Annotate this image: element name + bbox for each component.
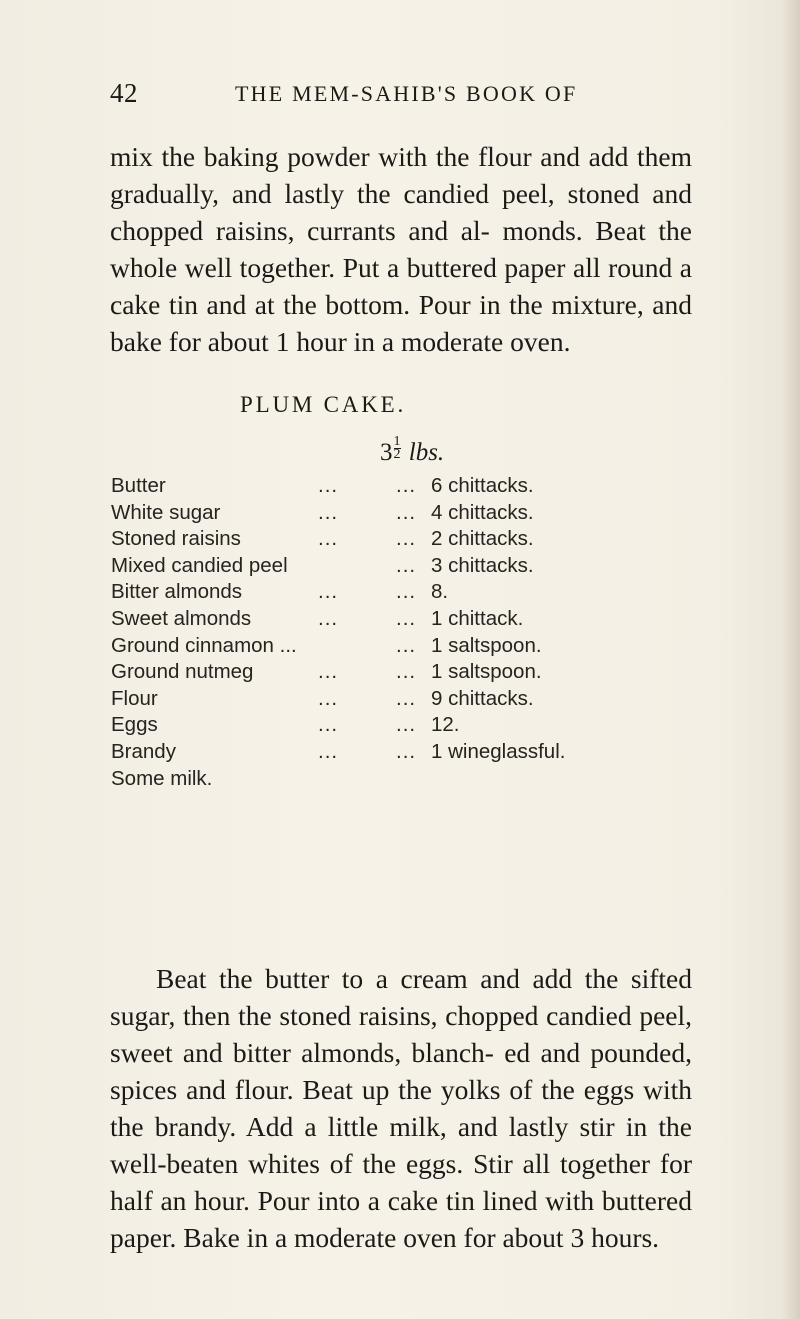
- weight-whole: 3: [380, 439, 393, 466]
- leader-dots: ...: [318, 739, 339, 763]
- leader-dots: ...: [396, 553, 417, 577]
- leader-dots: ...: [396, 527, 417, 551]
- leader-dots: ...: [318, 606, 339, 630]
- ingredient-row: [111, 712, 701, 739]
- method-paragraph: [110, 960, 692, 1256]
- ingredient-quantity: 2 chittacks.: [431, 527, 534, 551]
- ingredient-row: [111, 766, 701, 793]
- ingredient-row: [111, 553, 701, 580]
- leader-dots: ...: [318, 500, 339, 524]
- leader-dots: ...: [396, 660, 417, 684]
- ingredient-name: Ground cinnamon ...: [111, 633, 297, 657]
- weight-frac-denominator: 2: [393, 447, 401, 462]
- intro-paragraph-text: mix the baking powder with the flour and add them gradually, and lastly the candied peel, stoned and chopped raisins, currants and al- monds. Beat the whole well together. Put a buttered paper all round a cake tin and at the bottom. Pour in the mixture, and bake for about 1 hour in a moderate oven.: [110, 141, 692, 357]
- recipe-weight: [380, 436, 444, 467]
- ingredient-quantity: 1 wineglassful.: [431, 739, 566, 763]
- leader-dots: ...: [318, 713, 339, 737]
- ingredient-quantity: 1 saltspoon.: [431, 660, 542, 684]
- method-paragraph-text: Beat the butter to a cream and add the sifted sugar, then the stoned raisins, chopped candied peel, sweet and bitter almonds, blanch- ed and pounded, spices and flour. Beat up the yolks of the eggs with the brandy. Add a little milk, and lastly stir in the well-beaten whites of the eggs. Stir all together for half an hour. Pour into a cake tin lined with buttered paper. Bake in a moderate oven for about 3 hours.: [110, 963, 692, 1253]
- intro-paragraph: [110, 138, 692, 360]
- ingredient-quantity: 1 chittack.: [431, 606, 524, 630]
- ingredient-quantity: 8.: [431, 580, 449, 604]
- ingredient-quantity: 12.: [431, 713, 460, 737]
- ingredient-row: [111, 633, 701, 660]
- ingredient-quantity: 3 chittacks.: [431, 553, 534, 577]
- ingredient-name: Eggs: [111, 713, 158, 737]
- ingredient-quantity: 1 saltspoon.: [431, 633, 542, 657]
- ingredient-row: [111, 500, 701, 527]
- leader-dots: ...: [396, 500, 417, 524]
- ingredient-name: Mixed candied peel: [111, 553, 288, 577]
- ingredient-quantity: 6 chittacks.: [431, 474, 534, 497]
- ingredient-name: Sweet almonds: [111, 606, 252, 630]
- weight-unit: lbs.: [408, 439, 445, 466]
- leader-dots: ...: [396, 606, 417, 630]
- ingredient-name: Brandy: [111, 739, 176, 763]
- ingredient-quantity: 4 chittacks.: [431, 500, 534, 524]
- ingredient-name: Bitter almonds: [111, 580, 243, 604]
- leader-dots: ...: [318, 527, 339, 551]
- page-edge-shadow: [782, 0, 800, 1319]
- ingredient-name: Stoned raisins: [111, 527, 241, 551]
- running-title: THE MEM-SAHIB'S BOOK OF: [235, 81, 578, 106]
- ingredient-row: [111, 526, 701, 553]
- leader-dots: ...: [318, 686, 339, 710]
- weight-fraction: [394, 436, 401, 461]
- leader-dots: ...: [396, 713, 417, 737]
- leader-dots: ...: [318, 660, 339, 684]
- ingredient-name: White sugar: [111, 500, 221, 524]
- recipe-title: PLUM CAKE.: [240, 392, 407, 417]
- ingredient-row: [111, 686, 701, 713]
- leader-dots: ...: [396, 633, 417, 657]
- ingredient-row: [111, 606, 701, 633]
- ingredient-row: [111, 473, 701, 500]
- weight-frac-numerator: 1: [393, 434, 401, 449]
- ingredient-row: [111, 579, 701, 606]
- ingredient-quantity: 9 chittacks.: [431, 686, 534, 710]
- ingredient-name: Ground nutmeg: [111, 660, 254, 684]
- leader-dots: ...: [396, 474, 417, 497]
- ingredient-name: Butter: [111, 474, 166, 497]
- leader-dots: ...: [396, 580, 417, 604]
- ingredient-row: [111, 659, 701, 686]
- ingredient-list: [111, 473, 701, 792]
- page-header: [110, 78, 710, 118]
- page-number: 42: [110, 78, 138, 108]
- ingredient-row: [111, 739, 701, 766]
- ingredient-name: Some milk.: [111, 766, 213, 790]
- leader-dots: ...: [318, 474, 339, 497]
- ingredient-name: Flour: [111, 686, 158, 710]
- leader-dots: ...: [318, 580, 339, 604]
- leader-dots: ...: [396, 686, 417, 710]
- leader-dots: ...: [396, 739, 417, 763]
